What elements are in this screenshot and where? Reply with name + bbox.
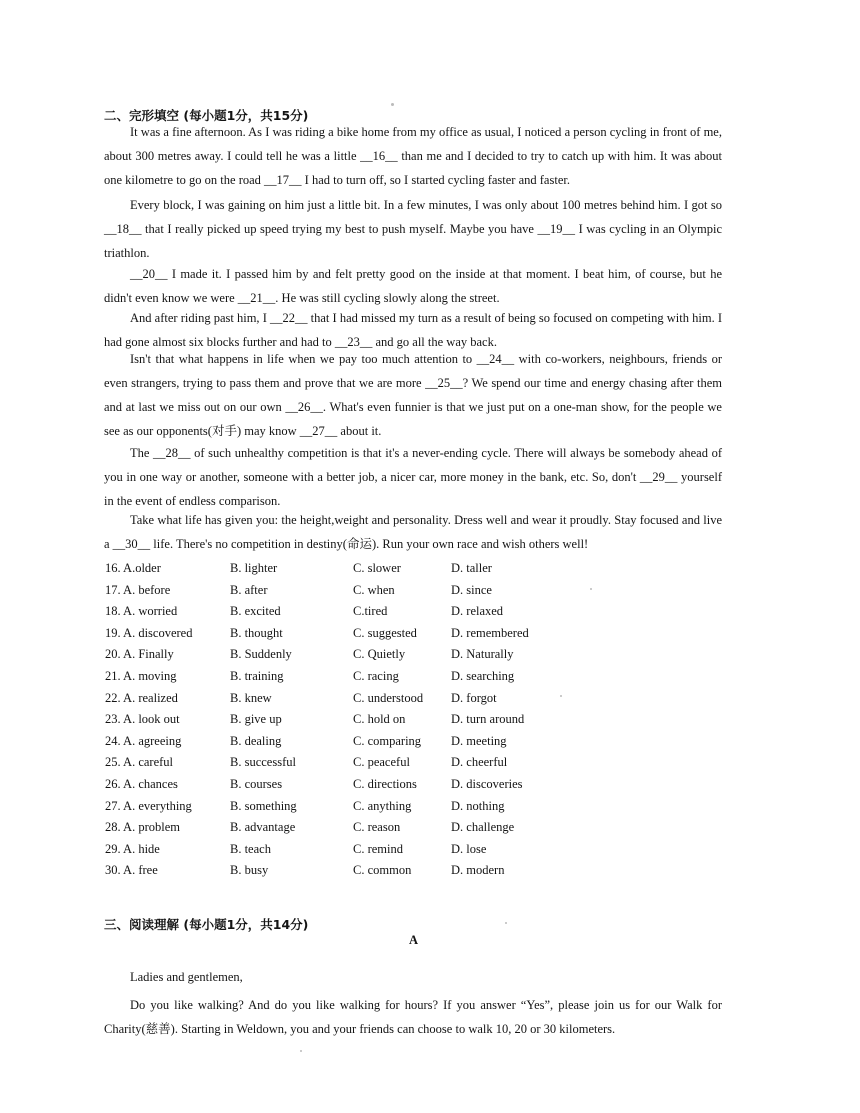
reading-greeting: Ladies and gentlemen, [130,970,243,984]
cloze-paragraph-4: And after riding past him, I __22__ that I had missed my turn as a result of being so focused on competing with him. I had gone almost six blocks further and had to __23__ and go all the way back. [104,311,722,349]
answer-options-table [105,561,665,885]
option-a: 17. A. before [105,582,171,597]
scan-speck [300,1050,302,1052]
option-a: 22. A. realized [105,690,178,705]
option-c: C. understood [353,690,424,705]
option-b: B. lighter [230,561,278,575]
option-a: 24. A. agreeing [105,733,182,748]
option-d: D. since [451,582,492,597]
option-row-19 [105,626,665,648]
option-row-24 [105,734,665,756]
option-b: B. after [230,582,268,597]
option-a: 27. A. everything [105,798,192,813]
option-d: D. relaxed [451,604,504,619]
option-a: 30. A. free [105,863,158,878]
option-b: B. knew [230,690,272,705]
option-b: B. something [230,798,297,813]
option-c: C.tired [353,604,388,619]
option-row-27 [105,799,665,821]
option-a: 16. A.older [105,561,161,575]
option-row-23 [105,712,665,734]
option-row-26 [105,777,665,799]
option-row-30 [105,863,665,885]
option-b: B. busy [230,863,269,878]
cloze-paragraph-2: Every block, I was gaining on him just a little bit. In a few minutes, I was only about 100 metres behind him. I got so __18__ that I really picked up speed trying my best to push myself. Maybe you have __19__ I was cycling in an Olympic triathlon. [104,198,722,260]
option-d: D. forgot [451,690,497,705]
option-row-22 [105,691,665,713]
section-3-title: 三、阅读理解 (每小题1分，共14分) [104,917,309,932]
cloze-paragraph-6: The __28__ of such unhealthy competition is that it's a never-ending cycle. There will always be somebody ahead of you in one way or another, someone with a better job, a nicer car, more money in the bank, etc. So, don't __29__ yourself in the event of endless comparison. [104,446,722,508]
option-d: D. lose [451,841,487,856]
option-c: C. anything [353,798,412,813]
option-c: C. when [353,582,395,597]
cloze-paragraph-5: Isn't that what happens in life when we pay too much attention to __24__ with co-workers, neighbours, friends or even strangers, trying to pass them and prove that we are more __25__? We spend our time and energy chasing after them and at last we miss out on our own __26__. What's even funnier is that we just put on a one-man show, for the people we see as our opponents(对手) may know __27__ about it. [104,352,722,438]
option-b: B. successful [230,755,296,770]
option-d: D. discoveries [451,776,523,791]
option-b: B. training [230,668,284,683]
option-row-18 [105,604,665,626]
cloze-paragraph-7: Take what life has given you: the height,weight and personality. Dress well and wear it proudly. Stay focused and live a __30__ life. There's no competition in destiny(命运). Run your own race and wish others well! [104,513,722,551]
option-c: C. peaceful [353,755,410,770]
option-d: D. Naturally [451,647,514,662]
option-b: B. courses [230,776,283,791]
option-row-20 [105,647,665,669]
section-2-title: 二、完形填空 (每小题1分，共15分) [104,108,309,123]
option-d: D. modern [451,863,505,878]
option-c: C. common [353,863,412,878]
option-b: B. advantage [230,820,296,835]
option-c: C. comparing [353,733,422,748]
option-a: 23. A. look out [105,712,180,727]
option-row-21 [105,669,665,691]
option-c: C. remind [353,841,403,856]
scan-speck [505,922,507,924]
option-a: 29. A. hide [105,841,160,856]
option-c: C. suggested [353,625,417,640]
option-c: C. reason [353,820,401,835]
option-c: C. hold on [353,712,406,727]
option-b: B. thought [230,625,283,640]
option-d: D. turn around [451,712,525,727]
option-a: 26. A. chances [105,776,178,791]
option-b: B. excited [230,604,281,619]
option-d: D. searching [451,668,515,683]
option-a: 19. A. discovered [105,625,193,640]
option-a: 18. A. worried [105,604,178,619]
option-c: C. directions [353,776,417,791]
option-c: C. Quietly [353,647,406,662]
scan-speck [560,695,562,697]
option-a: 21. A. moving [105,668,177,683]
option-c: C. racing [353,668,399,683]
option-d: D. taller [451,561,492,575]
cloze-paragraph-1: It was a fine afternoon. As I was riding a bike home from my office as usual, I noticed a person cycling in front of me, about 300 metres away. I could tell he was a little __16__ than me and I decided to try to catch up with him. It was about one kilometre to go on the road __17__ I had to turn off, so I started cycling faster and faster. [104,125,722,187]
passage-label: A [409,933,419,947]
option-row-28 [105,820,665,842]
option-c: C. slower [353,561,401,575]
option-b: B. dealing [230,733,282,748]
scan-speck [590,588,592,590]
option-b: B. Suddenly [230,647,292,662]
option-row-25 [105,755,665,777]
option-d: D. challenge [451,820,515,835]
option-a: 25. A. careful [105,755,174,770]
cloze-paragraph-3: __20__ I made it. I passed him by and felt pretty good on the inside at that moment. I beat him, of course, but he didn't even know we were __21__. He was still cycling slowly along the street. [104,267,722,305]
option-b: B. give up [230,712,282,727]
option-d: D. cheerful [451,755,508,770]
option-a: 20. A. Finally [105,647,174,662]
option-row-17 [105,583,665,605]
option-row-16 [105,561,665,583]
reading-body: Do you like walking? And do you like walking for hours? If you answer “Yes”, please join us for our Walk for Charity(慈善). Starting in Weldown, you and your friends can choose to walk 10, 20 or 30 kilometers. [104,998,722,1036]
option-row-29 [105,842,665,864]
scan-speck [391,103,394,106]
option-a: 28. A. problem [105,820,180,835]
option-d: D. meeting [451,733,507,748]
option-b: B. teach [230,841,271,856]
option-d: D. nothing [451,798,505,813]
option-d: D. remembered [451,625,529,640]
